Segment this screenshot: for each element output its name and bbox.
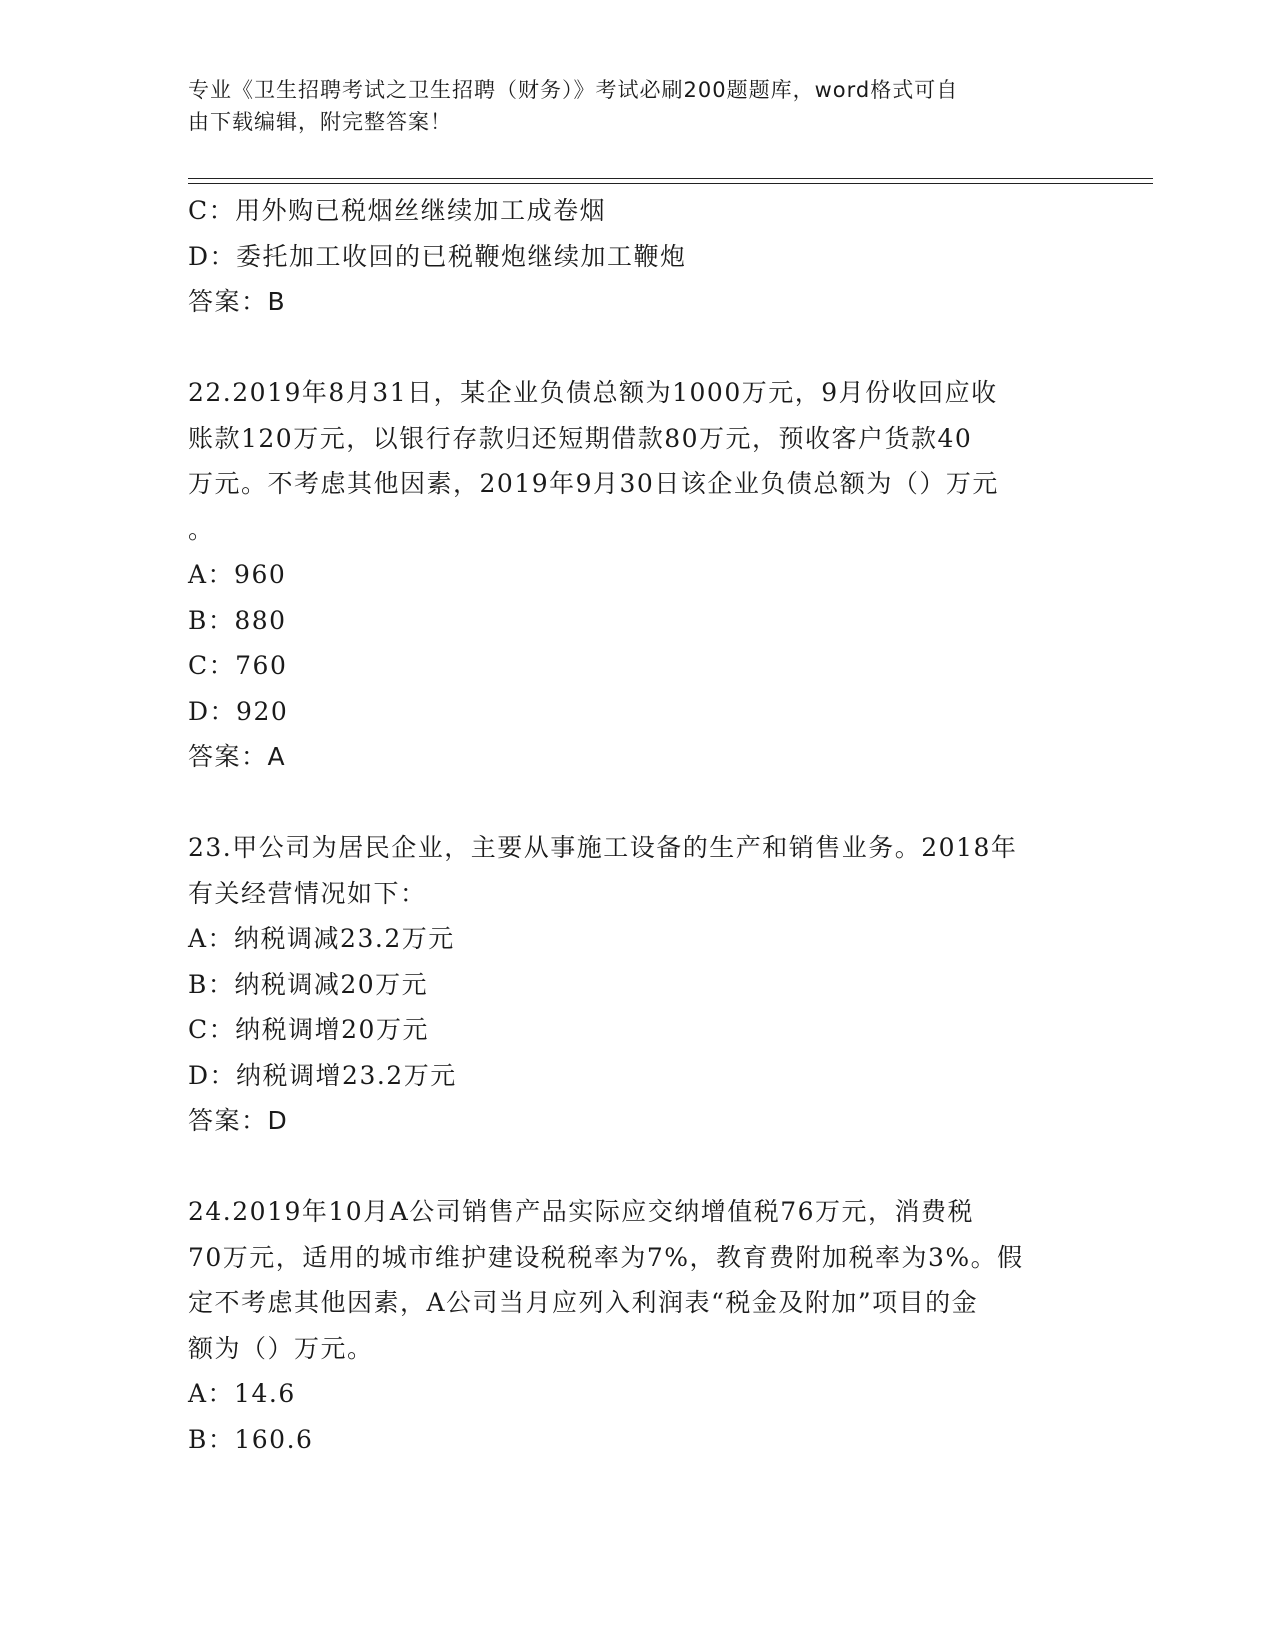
header-line-1: 专业《卫生招聘考试之卫生招聘（财务）》考试必刷200题题库，word格式可自: [188, 78, 959, 102]
header-line-2: 由下载编辑，附完整答案！: [188, 110, 452, 134]
spacer: [188, 1144, 1078, 1190]
option-d: D：920: [188, 696, 289, 726]
option-c: C：纳税调增20万元: [188, 1015, 429, 1044]
question-23: [188, 825, 1078, 1144]
option-a: A：纳税调减23.2万元: [188, 924, 455, 953]
question-text-line: 22.2019年8月31日，某企业负债总额为1000万元，9月份收回应收: [188, 378, 998, 407]
page-header: [188, 74, 1068, 138]
header-divider-top: [188, 178, 1153, 179]
option-d: D：纳税调增23.2万元: [188, 1060, 457, 1090]
answer-line: 答案：A: [188, 742, 287, 771]
answer-line: 答案：B: [188, 287, 287, 316]
question-21-tail: [188, 188, 1078, 325]
option-c: C：760: [188, 651, 288, 680]
option-a: A：14.6: [188, 1379, 296, 1408]
question-text-line: 70万元，适用的城市维护建设税税率为7%，教育费附加税率为3%。假: [188, 1242, 1024, 1272]
spacer: [188, 780, 1078, 826]
question-text-line: 有关经营情况如下：: [188, 878, 427, 908]
option-b: B：160.6: [188, 1424, 314, 1454]
question-text-line: 23.甲公司为居民企业，主要从事施工设备的生产和销售业务。2018年: [188, 833, 1018, 862]
option-d: D：委托加工收回的已税鞭炮继续加工鞭炮: [188, 241, 687, 271]
option-c: C：用外购已税烟丝继续加工成卷烟: [188, 196, 607, 225]
question-list: [188, 188, 1078, 1462]
spacer: [188, 325, 1078, 371]
question-24: [188, 1189, 1078, 1462]
option-b: B：纳税调减20万元: [188, 969, 429, 999]
question-text-line: 额为（）万元。: [188, 1333, 374, 1363]
question-22: [188, 370, 1078, 780]
question-text-line: 24.2019年10月A公司销售产品实际应交纳增值税76万元，消费税: [188, 1197, 975, 1226]
question-text-line: 账款120万元，以银行存款归还短期借款80万元，预收客户货款40: [188, 423, 973, 453]
option-a: A：960: [188, 560, 287, 589]
header-divider-bottom: [188, 183, 1153, 184]
question-text-line: 定不考虑其他因素，A公司当月应列入利润表“税金及附加”项目的金: [188, 1288, 979, 1317]
option-b: B：880: [188, 605, 287, 635]
question-text-line: 万元。不考虑其他因素，2019年9月30日该企业负债总额为（）万元: [188, 469, 999, 498]
question-text-line: 。: [188, 514, 215, 544]
answer-line: 答案：D: [188, 1106, 289, 1135]
